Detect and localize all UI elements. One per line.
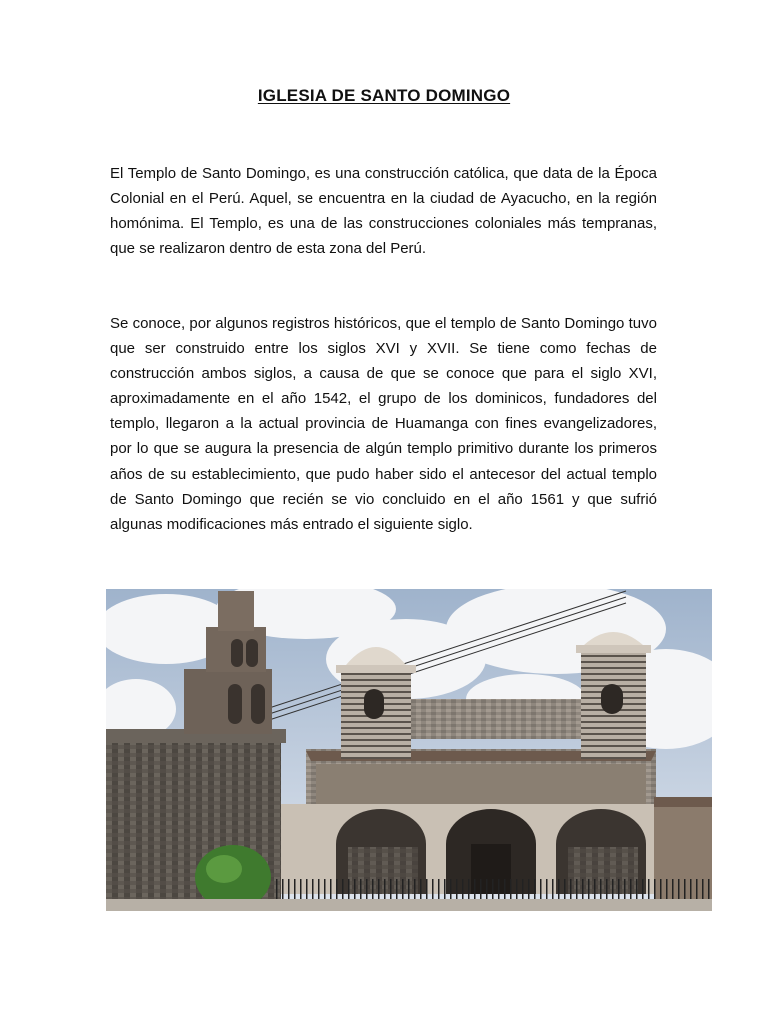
right-bell-tower [576,632,651,759]
fence [276,879,712,899]
paragraph-history: Se conoce, por algunos registros históricos, que el templo de Santo Domingo tuvo que ser construido entre los siglos XVI y XVII. Se tiene como fechas de construcción ambos siglos, a causa de que se conoce que para el siglo XVI, aproximadamente en el año 1542, el grupo de los dominicos, fundadores del templo, llegaron a la actual provincia de Huamanga con fines evangelizadores, por lo que se augura la presencia de algún templo primitivo durante los primeros años de su establecimiento, que pudo haber sido el antecesor del actual templo de Santo Domingo que recién se vio concluido en el año 1561 y que sufrió algunas modificaciones más entrado el siguiente siglo. [110,315,657,533]
document-title: IGLESIA DE SANTO DOMINGO [257,86,511,105]
paragraph-intro: El Templo de Santo Domingo, es una construcción católica, que data de la Época Colonial en el Perú. Aquel, se encuentra en la ciudad de Ayacucho, en la región homónima. El Templo, es una de las construcciones coloniales más tempranas, que se realizaron dentro de esta zona del Perú. [110,165,657,258]
church-photo [106,589,712,911]
ground [106,899,712,911]
center-bell-tower [336,647,416,759]
